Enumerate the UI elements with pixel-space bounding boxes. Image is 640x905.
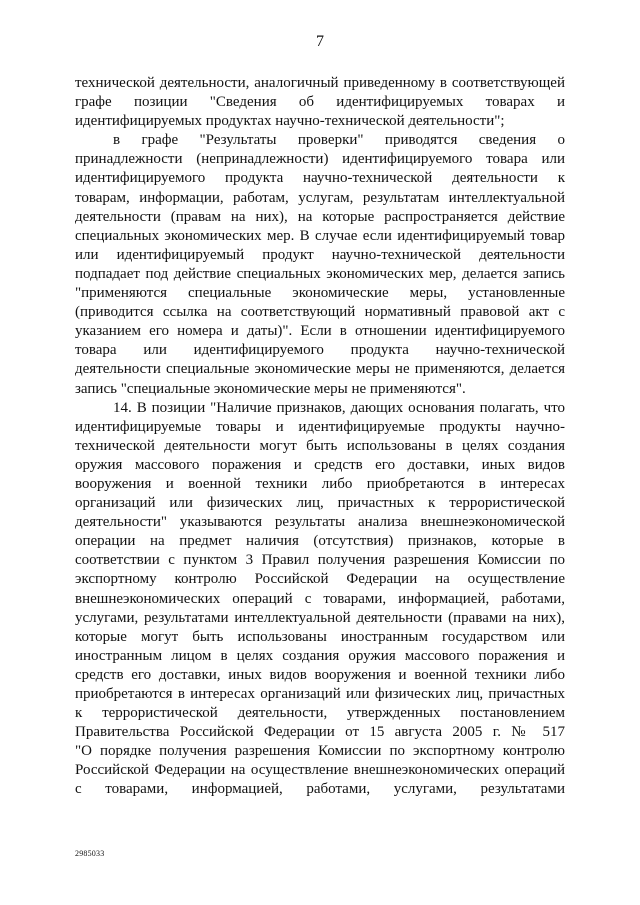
text-line: (приводится ссылка на соответствующий нормативный правовой акт с: [75, 304, 565, 321]
text-line: технической деятельности могут быть использованы в целях создания: [75, 437, 565, 454]
text-line: деятельности (правам на них), на которые распространяется действие: [75, 208, 565, 225]
text-line: товара или идентифицируемого продукта научно-технической: [75, 342, 565, 359]
text-line: или идентифицируемый продукт научно-технической деятельности: [75, 246, 565, 263]
document-code: 2985033: [75, 849, 105, 858]
text-line: Российской Федерации на осуществление внешнеэкономических операций: [75, 762, 565, 779]
text-line: идентифицируемых продуктах научно-технической деятельности";: [75, 113, 505, 130]
text-line: организаций или физических лиц, причастных к террористической: [75, 495, 565, 512]
text-line: запись "специальные экономические меры не применяются".: [75, 380, 466, 397]
page-number: 7: [316, 33, 324, 50]
text-line: приобретаются в интересах организаций или физических лиц, причастных: [75, 686, 565, 702]
text-line: подпадает под действие специальных экономических мер, делается запись: [75, 265, 565, 282]
text-line: средств его доставки, иных видов вооружения и военной техники либо: [75, 666, 565, 683]
text-line: вооружения и военной техники либо приобретаются в интересах: [75, 475, 565, 492]
text-line: технической деятельности, аналогичный приведенному в соответствующей: [75, 75, 565, 91]
text-line: к террористической деятельности, утвержденных постановлением: [75, 705, 565, 722]
text-line: с товарами, информацией, работами, услугами, результатами: [75, 781, 565, 798]
text-line: услугами, результатами интеллектуальной деятельности (правами на них),: [75, 609, 565, 626]
text-line: иностранным лицом в целях создания оружия массового поражения и: [75, 647, 565, 664]
text-line: графе позиции "Сведения об идентифицируемых товарах и: [75, 94, 565, 111]
text-line: "применяются специальные экономические меры, установленные: [75, 285, 565, 302]
text-line: специальных экономических мер. В случае если идентифицируемый товар: [75, 227, 565, 244]
text-line: указанием его номера и даты)". Если в отношении идентифицируемого: [75, 323, 565, 340]
text-line: деятельности специальные экономические меры не применяются, делается: [75, 361, 565, 378]
text-line: идентифицируемые товары и идентифицируемые продукты научно-: [75, 418, 565, 435]
text-line: оружия массового поражения и средств его доставки, иных видов: [75, 456, 565, 473]
text-line: идентифицируемого продукта научно-технической деятельности к: [75, 170, 565, 187]
text-line: операции на предмет наличия (отсутствия) признаков, которые в: [75, 533, 565, 550]
text-line: товарам, информации, работам, услугам, результатам интеллектуальной: [75, 189, 565, 206]
document-body: [75, 74, 565, 800]
text-line: принадлежности (непринадлежности) идентифицируемого товара или: [75, 151, 565, 168]
text-line: экспортному контролю Российской Федерации на осуществление: [75, 571, 565, 588]
text-line: 14. В позиции "Наличие признаков, дающих основания полагать, что: [113, 399, 565, 416]
text-line: внешнеэкономических операций с товарами, информацией, работами,: [75, 590, 565, 607]
text-line: деятельности" указываются результаты анализа внешнеэкономической: [75, 514, 565, 531]
text-line: "О порядке получения разрешения Комиссии по экспортному контролю: [75, 743, 565, 760]
text-line: соответствии с пунктом 3 Правил получения разрешения Комиссии по: [75, 552, 565, 569]
text-line: которые могут быть использованы иностранным государством или: [75, 628, 565, 645]
text-line: в графе "Результаты проверки" приводятся сведения о: [113, 132, 565, 149]
text-line: Правительства Российской Федерации от 15 августа 2005 г. № 517: [75, 724, 565, 741]
